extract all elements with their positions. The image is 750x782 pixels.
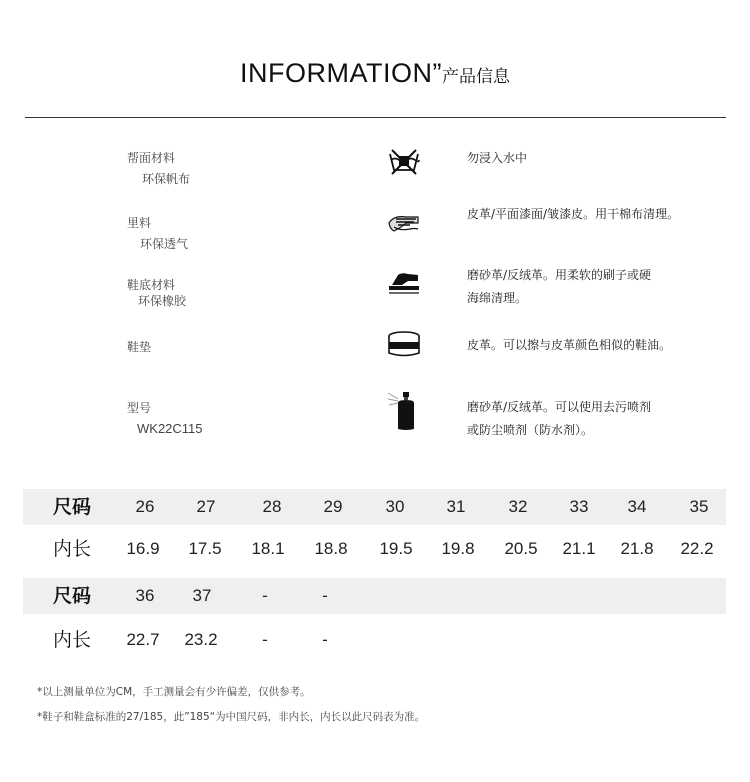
- care-text-brush: 磨砂革/反绒革。用柔软的刷子或硬海绵清理。: [467, 268, 652, 305]
- size-cell: 33: [569, 497, 589, 516]
- brush-icon: [386, 265, 422, 301]
- cloth-wipe-icon: [386, 205, 422, 241]
- row-head-length: 内长: [53, 538, 92, 560]
- spray-can-icon: [386, 389, 422, 433]
- row-head-size: 尺码: [53, 585, 92, 607]
- row-head-size: 尺码: [53, 496, 92, 518]
- sole-material-value: 环保橡胶: [138, 294, 187, 308]
- page-title: [0, 58, 750, 89]
- length-cell: 23.2: [184, 630, 218, 649]
- care-text-polish: 皮革。可以擦与皮革颜色相似的鞋油。: [467, 338, 672, 352]
- header-divider: [25, 117, 726, 118]
- care-text-no-soak: 勿浸入水中: [467, 151, 528, 165]
- insole-label: 鞋垫: [127, 340, 152, 354]
- model-value: WK22C115: [137, 421, 203, 436]
- size-cell: 32: [508, 497, 528, 516]
- size-cell: 37: [192, 586, 212, 605]
- size-cell: -: [262, 586, 268, 605]
- length-cell: 19.8: [441, 539, 475, 558]
- size-cell: 26: [135, 497, 155, 516]
- title-english: INFORMATION”: [240, 58, 442, 88]
- length-row-1: [23, 531, 726, 567]
- size-cell: 34: [627, 497, 647, 516]
- length-cell: 18.1: [251, 539, 285, 558]
- size-cell: 31: [446, 497, 466, 516]
- size-row-1: [23, 489, 726, 525]
- length-cell: 22.7: [126, 630, 160, 649]
- no-soak-icon: [386, 144, 422, 180]
- length-cell: 19.5: [379, 539, 413, 558]
- lining-label: 里料: [127, 216, 152, 230]
- model-label: 型号: [127, 401, 152, 415]
- size-cell: 29: [323, 497, 343, 516]
- size-cell: -: [322, 586, 328, 605]
- length-cell: -: [322, 630, 328, 649]
- length-cell: 17.5: [188, 539, 222, 558]
- size-cell: 28: [262, 497, 282, 516]
- size-row-2: [23, 578, 726, 614]
- size-cell: 35: [689, 497, 709, 516]
- lining-value: 环保透气: [140, 237, 189, 251]
- care-text-cloth-wipe: 皮革/平面漆面/皱漆皮。用干棉布清理。: [467, 207, 680, 221]
- length-row-2: [23, 622, 726, 658]
- upper-material-value: 环保帆布: [142, 172, 191, 186]
- length-cell: 18.8: [314, 539, 348, 558]
- row-head-length: 内长: [53, 629, 92, 651]
- title-chinese: 产品信息: [441, 67, 510, 87]
- sole-material-label: 鞋底材料: [127, 278, 176, 292]
- length-cell: 21.8: [620, 539, 654, 558]
- length-cell: -: [262, 630, 268, 649]
- length-cell: 20.5: [504, 539, 538, 558]
- care-text-spray: 磨砂革/反绒革。可以使用去污喷剂或防尘喷剂（防水剂）。: [467, 400, 652, 437]
- size-cell: 36: [135, 586, 155, 605]
- polish-tin-icon: [386, 327, 422, 363]
- size-cell: 30: [385, 497, 405, 516]
- length-cell: 16.9: [126, 539, 160, 558]
- upper-material-label: 帮面材料: [127, 151, 176, 165]
- size-cell: 27: [196, 497, 216, 516]
- note-size-standard: *鞋子和鞋盒标准的27/185，此”185“为中国尺码，非内长，内长以此尺码表为准。: [37, 711, 426, 723]
- length-cell: 21.1: [562, 539, 596, 558]
- note-measurement: *以上测量单位为CM，手工测量会有少许偏差，仅供参考。: [37, 686, 311, 698]
- length-cell: 22.2: [680, 539, 714, 558]
